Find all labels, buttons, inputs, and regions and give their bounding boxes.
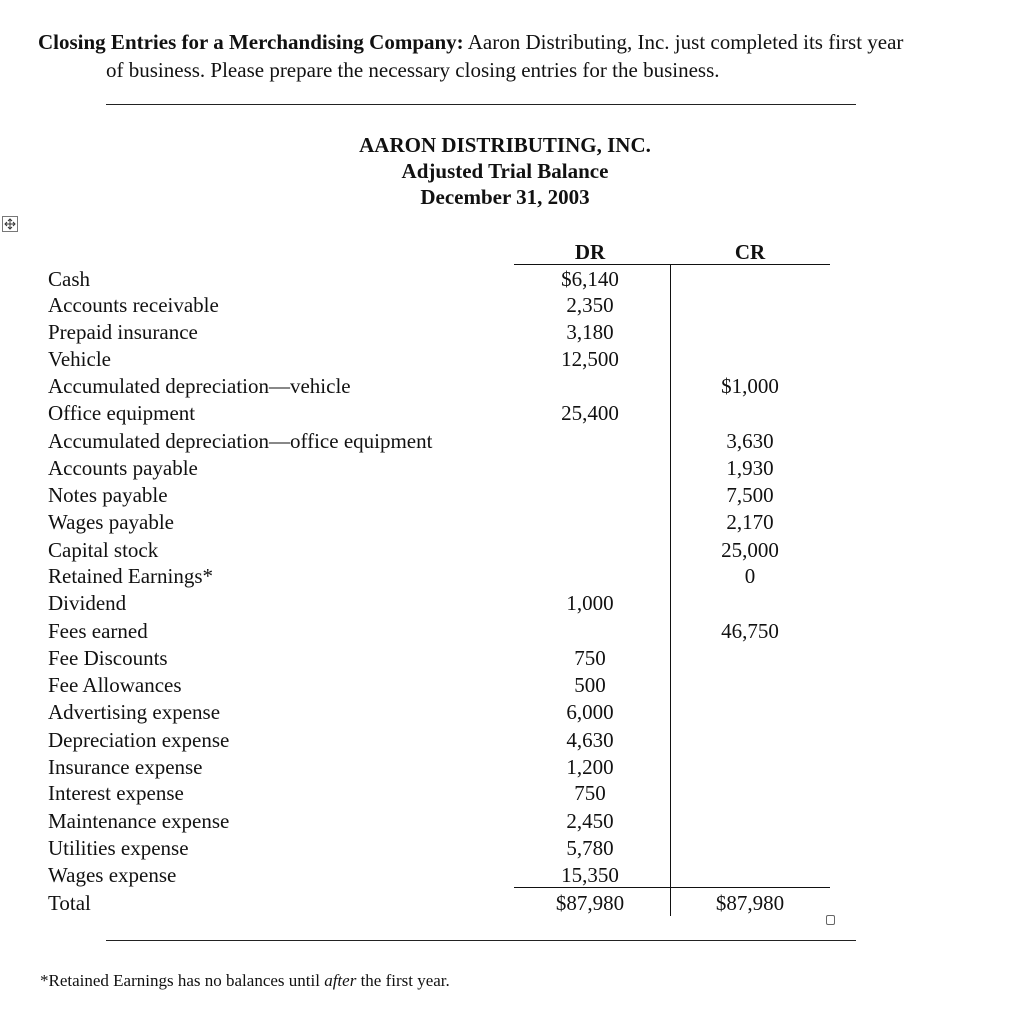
account-label: Insurance expense bbox=[48, 755, 203, 779]
credit-amount: 2,170 bbox=[726, 510, 774, 534]
debit-amount: 1,000 bbox=[566, 591, 614, 615]
credit-amount: 25,000 bbox=[721, 538, 779, 562]
account-label: Accumulated depreciation—office equipment bbox=[48, 429, 433, 453]
company-name: AARON DISTRIBUTING, INC. bbox=[359, 133, 651, 157]
credit-amount: 46,750 bbox=[721, 619, 779, 643]
account-label: Advertising expense bbox=[48, 700, 221, 724]
credit-amount: 1,930 bbox=[726, 456, 774, 480]
debit-amount: 750 bbox=[574, 646, 606, 670]
credit-amount: $87,980 bbox=[715, 891, 785, 915]
credit-amount: 3,630 bbox=[726, 429, 774, 453]
account-label: Capital stock bbox=[48, 538, 159, 562]
resize-handle-icon[interactable] bbox=[826, 915, 835, 925]
account-label: Vehicle bbox=[48, 347, 111, 371]
header-underline bbox=[514, 264, 830, 265]
debit-amount: 2,450 bbox=[566, 809, 614, 833]
debit-amount: 750 bbox=[574, 781, 606, 805]
dr-column-header: DR bbox=[574, 240, 606, 264]
account-label: Utilities expense bbox=[48, 836, 189, 860]
account-label: Fees earned bbox=[48, 619, 148, 643]
debit-amount: $87,980 bbox=[555, 891, 625, 915]
account-label: Prepaid insurance bbox=[48, 320, 198, 344]
debit-amount: 12,500 bbox=[561, 347, 619, 371]
account-label: Retained Earnings* bbox=[48, 564, 214, 588]
account-label: Depreciation expense bbox=[48, 728, 230, 752]
intro-title: Closing Entries for a Merchandising Company: bbox=[38, 30, 464, 54]
move-cross-icon bbox=[3, 217, 17, 231]
account-label: Dividend bbox=[48, 591, 127, 615]
account-label: Maintenance expense bbox=[48, 809, 230, 833]
account-label: Office equipment bbox=[48, 401, 196, 425]
intro-line1: Aaron Distributing, Inc. just completed its first year bbox=[463, 30, 904, 54]
account-label: Wages expense bbox=[48, 863, 177, 887]
account-label: Cash bbox=[48, 267, 90, 291]
account-label: Accumulated depreciation—vehicle bbox=[48, 374, 351, 398]
cr-column-header: CR bbox=[734, 240, 766, 264]
account-label: Notes payable bbox=[48, 483, 168, 507]
bottom-divider bbox=[106, 940, 856, 941]
account-label: Accounts receivable bbox=[48, 293, 219, 317]
account-label: Fee Allowances bbox=[48, 673, 182, 697]
debit-amount: 3,180 bbox=[566, 320, 614, 344]
account-label: Interest expense bbox=[48, 781, 184, 805]
debit-amount: 15,350 bbox=[561, 863, 619, 887]
debit-amount: 5,780 bbox=[566, 836, 614, 860]
debit-amount: 6,000 bbox=[566, 700, 614, 724]
intro-line2: of business. Please prepare the necessary closing entries for the business. bbox=[106, 58, 720, 82]
footnote bbox=[40, 970, 450, 992]
footnote-text-1: *Retained Earnings has no balances until bbox=[40, 971, 325, 990]
footnote-italic: after bbox=[324, 971, 357, 990]
column-divider bbox=[670, 264, 671, 916]
debit-amount: $6,140 bbox=[561, 267, 619, 291]
account-label: Total bbox=[48, 891, 91, 915]
intro-paragraph bbox=[38, 28, 988, 84]
debit-amount: 25,400 bbox=[561, 401, 619, 425]
table-move-handle[interactable] bbox=[2, 216, 18, 232]
statement-date: December 31, 2003 bbox=[420, 185, 590, 209]
debit-amount: 1,200 bbox=[566, 755, 614, 779]
debit-amount: 4,630 bbox=[566, 728, 614, 752]
credit-amount: 0 bbox=[744, 564, 756, 588]
debit-amount: 2,350 bbox=[566, 293, 614, 317]
credit-amount: $1,000 bbox=[721, 374, 779, 398]
statement-title: Adjusted Trial Balance bbox=[401, 159, 609, 183]
account-label: Fee Discounts bbox=[48, 646, 168, 670]
credit-amount: 7,500 bbox=[726, 483, 774, 507]
footnote-text-2: the first year. bbox=[356, 971, 450, 990]
debit-amount: 500 bbox=[574, 673, 606, 697]
top-divider bbox=[106, 104, 856, 105]
account-label: Accounts payable bbox=[48, 456, 198, 480]
account-label: Wages payable bbox=[48, 510, 174, 534]
